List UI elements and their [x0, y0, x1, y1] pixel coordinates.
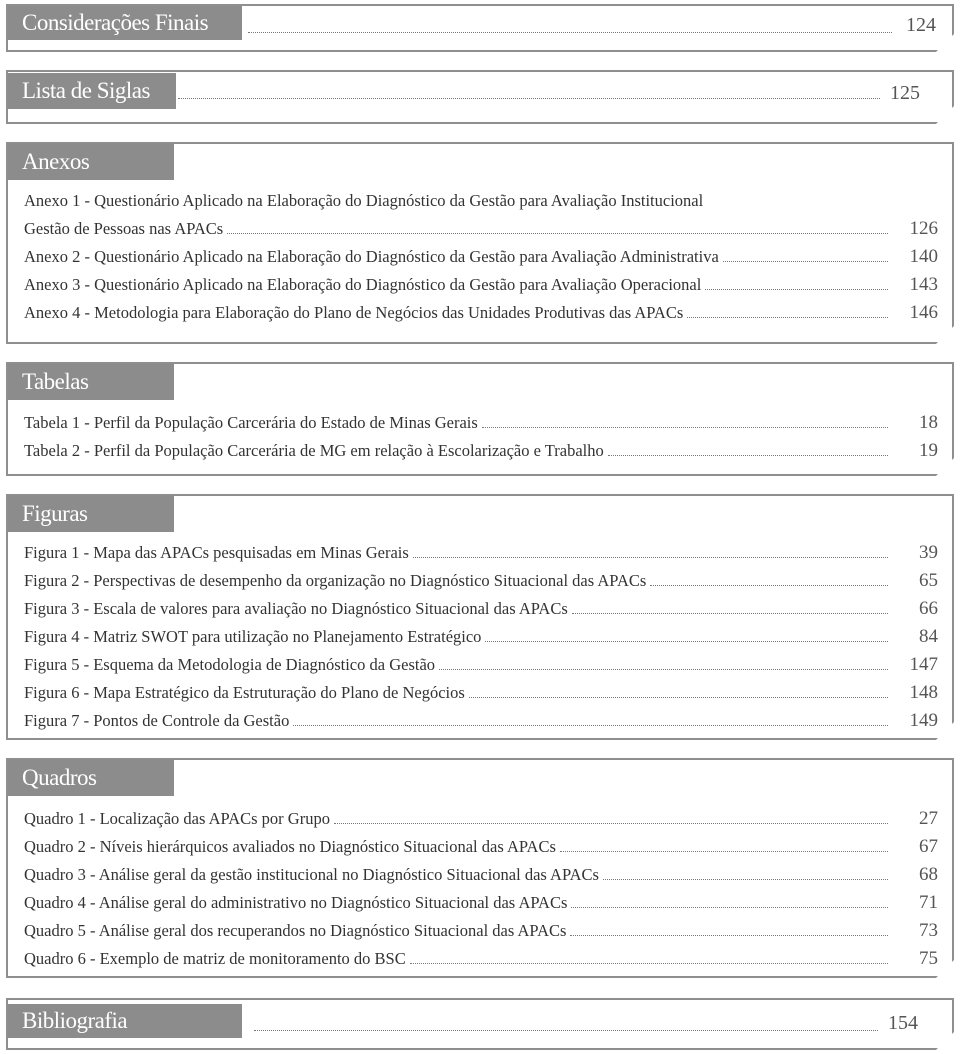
list-item[interactable] [24, 268, 938, 296]
folded-corner [936, 458, 954, 476]
anexos-list [24, 184, 938, 324]
dot-leader [293, 725, 888, 726]
dot-leader [248, 32, 892, 33]
list-item[interactable] [24, 296, 938, 324]
section-title: Bibliografia [8, 1004, 242, 1038]
dot-leader [560, 851, 888, 852]
folded-corner [936, 1032, 954, 1050]
page-number: 27 [919, 808, 938, 829]
section-title: Figuras [8, 496, 174, 532]
section-title: Anexos [8, 144, 174, 180]
page-number: 143 [909, 274, 938, 295]
tabelas-list [24, 406, 938, 462]
entry-text: Figura 3 - Escala de valores para avaliação no Diagnóstico Situacional das APACs [24, 599, 568, 618]
dot-leader [439, 669, 888, 670]
dot-leader [603, 879, 888, 880]
page-number: 39 [919, 542, 938, 563]
page-number: 140 [909, 246, 938, 267]
list-item[interactable] [24, 648, 938, 676]
dot-leader [723, 261, 888, 262]
entry-text: Quadro 4 - Análise geral do administrativo no Diagnóstico Situacional das APACs [24, 893, 568, 912]
list-item[interactable] [24, 212, 938, 240]
page-number: 65 [919, 570, 938, 591]
dot-leader [650, 585, 888, 586]
page-number: 147 [909, 654, 938, 675]
entry-text: Figura 5 - Esquema da Metodologia de Diagnóstico da Gestão [24, 655, 436, 674]
entry-text: Quadro 2 - Níveis hierárquicos avaliados no Diagnóstico Situacional das APACs [24, 837, 556, 856]
dot-leader [570, 935, 888, 936]
page-number: 124 [906, 14, 936, 36]
section-tabelas [6, 362, 954, 476]
list-item[interactable] [24, 704, 938, 732]
entry-text: Tabela 1 - Perfil da População Carcerária do Estado de Minas Gerais [24, 413, 478, 432]
list-item [24, 184, 938, 212]
dot-leader [572, 613, 888, 614]
section-bibliografia [6, 998, 954, 1050]
section-title: Quadros [8, 760, 174, 796]
dot-leader [178, 98, 880, 99]
page-number: 149 [909, 710, 938, 731]
folded-corner [936, 106, 954, 124]
dot-leader [482, 427, 888, 428]
dot-leader [469, 697, 888, 698]
entry-text: Figura 6 - Mapa Estratégico da Estruturação do Plano de Negócios [24, 683, 465, 702]
section-figuras [6, 494, 954, 740]
list-item[interactable] [24, 564, 938, 592]
figuras-list [24, 536, 938, 732]
page-number: 68 [919, 864, 938, 885]
entry-text: Figura 1 - Mapa das APACs pesquisadas em Minas Gerais [24, 543, 409, 562]
list-item[interactable] [24, 802, 938, 830]
page-number: 66 [919, 598, 938, 619]
folded-corner [936, 722, 954, 740]
entry-text: Anexo 1 - Questionário Aplicado na Elaboração do Diagnóstico da Gestão para Avaliação Institucional [24, 191, 704, 210]
entry-text: Anexo 3 - Questionário Aplicado na Elaboração do Diagnóstico da Gestão para Avaliação Operacional [24, 275, 702, 294]
page-number: 19 [919, 440, 938, 461]
dot-leader [485, 641, 888, 642]
page-number: 71 [919, 892, 938, 913]
list-item[interactable] [24, 942, 938, 970]
entry-text: Quadro 1 - Localização das APACs por Grupo [24, 809, 330, 828]
entry-text: Tabela 2 - Perfil da População Carcerária de MG em relação à Escolarização e Trabalho [24, 441, 604, 460]
folded-corner [936, 960, 954, 978]
list-item[interactable] [24, 406, 938, 434]
quadros-list [24, 802, 938, 970]
dot-leader [413, 557, 888, 558]
list-item[interactable] [24, 914, 938, 942]
section-title: Tabelas [8, 364, 174, 400]
list-item[interactable] [24, 536, 938, 564]
page-number: 148 [909, 682, 938, 703]
list-item[interactable] [24, 830, 938, 858]
list-item[interactable] [24, 592, 938, 620]
section-consideracoes [6, 4, 954, 52]
dot-leader [410, 963, 888, 964]
page-number: 18 [919, 412, 938, 433]
list-item[interactable] [24, 886, 938, 914]
dot-leader [571, 907, 888, 908]
page-number: 67 [919, 836, 938, 857]
entry-text: Quadro 3 - Análise geral da gestão institucional no Diagnóstico Situacional das APACs [24, 865, 599, 884]
page-number: 84 [919, 626, 938, 647]
dot-leader [254, 1030, 878, 1031]
entry-text: Gestão de Pessoas nas APACs [24, 219, 224, 238]
page-number: 154 [888, 1012, 918, 1034]
section-title: Lista de Siglas [8, 73, 176, 109]
list-item[interactable] [24, 676, 938, 704]
dot-leader [687, 317, 888, 318]
page-number: 125 [890, 82, 920, 104]
entry-text: Anexo 2 - Questionário Aplicado na Elaboração do Diagnóstico da Gestão para Avaliação Administrativa [24, 247, 719, 266]
page-number: 126 [909, 218, 938, 239]
folded-corner [936, 34, 954, 52]
section-siglas [6, 70, 954, 124]
entry-text: Quadro 5 - Análise geral dos recuperandos no Diagnóstico Situacional das APACs [24, 921, 567, 940]
entry-text: Figura 4 - Matriz SWOT para utilização no Planejamento Estratégico [24, 627, 482, 646]
folded-corner [936, 326, 954, 344]
list-item[interactable] [24, 434, 938, 462]
dot-leader [705, 289, 888, 290]
list-item[interactable] [24, 858, 938, 886]
dot-leader [227, 233, 888, 234]
entry-text: Figura 7 - Pontos de Controle da Gestão [24, 711, 290, 730]
dot-leader [608, 455, 888, 456]
section-anexos [6, 142, 954, 344]
list-item[interactable] [24, 620, 938, 648]
dot-leader [334, 823, 888, 824]
entry-text: Figura 2 - Perspectivas de desempenho da organização no Diagnóstico Situacional das APACs [24, 571, 647, 590]
entry-text: Quadro 6 - Exemplo de matriz de monitoramento do BSC [24, 949, 406, 968]
list-item[interactable] [24, 240, 938, 268]
section-title: Considerações Finais [8, 6, 242, 40]
page-number: 146 [909, 302, 938, 323]
entry-text: Anexo 4 - Metodologia para Elaboração do Plano de Negócios das Unidades Produtivas das APACs [24, 303, 684, 322]
page-number: 73 [919, 920, 938, 941]
page-number: 75 [919, 948, 938, 969]
section-quadros [6, 758, 954, 978]
